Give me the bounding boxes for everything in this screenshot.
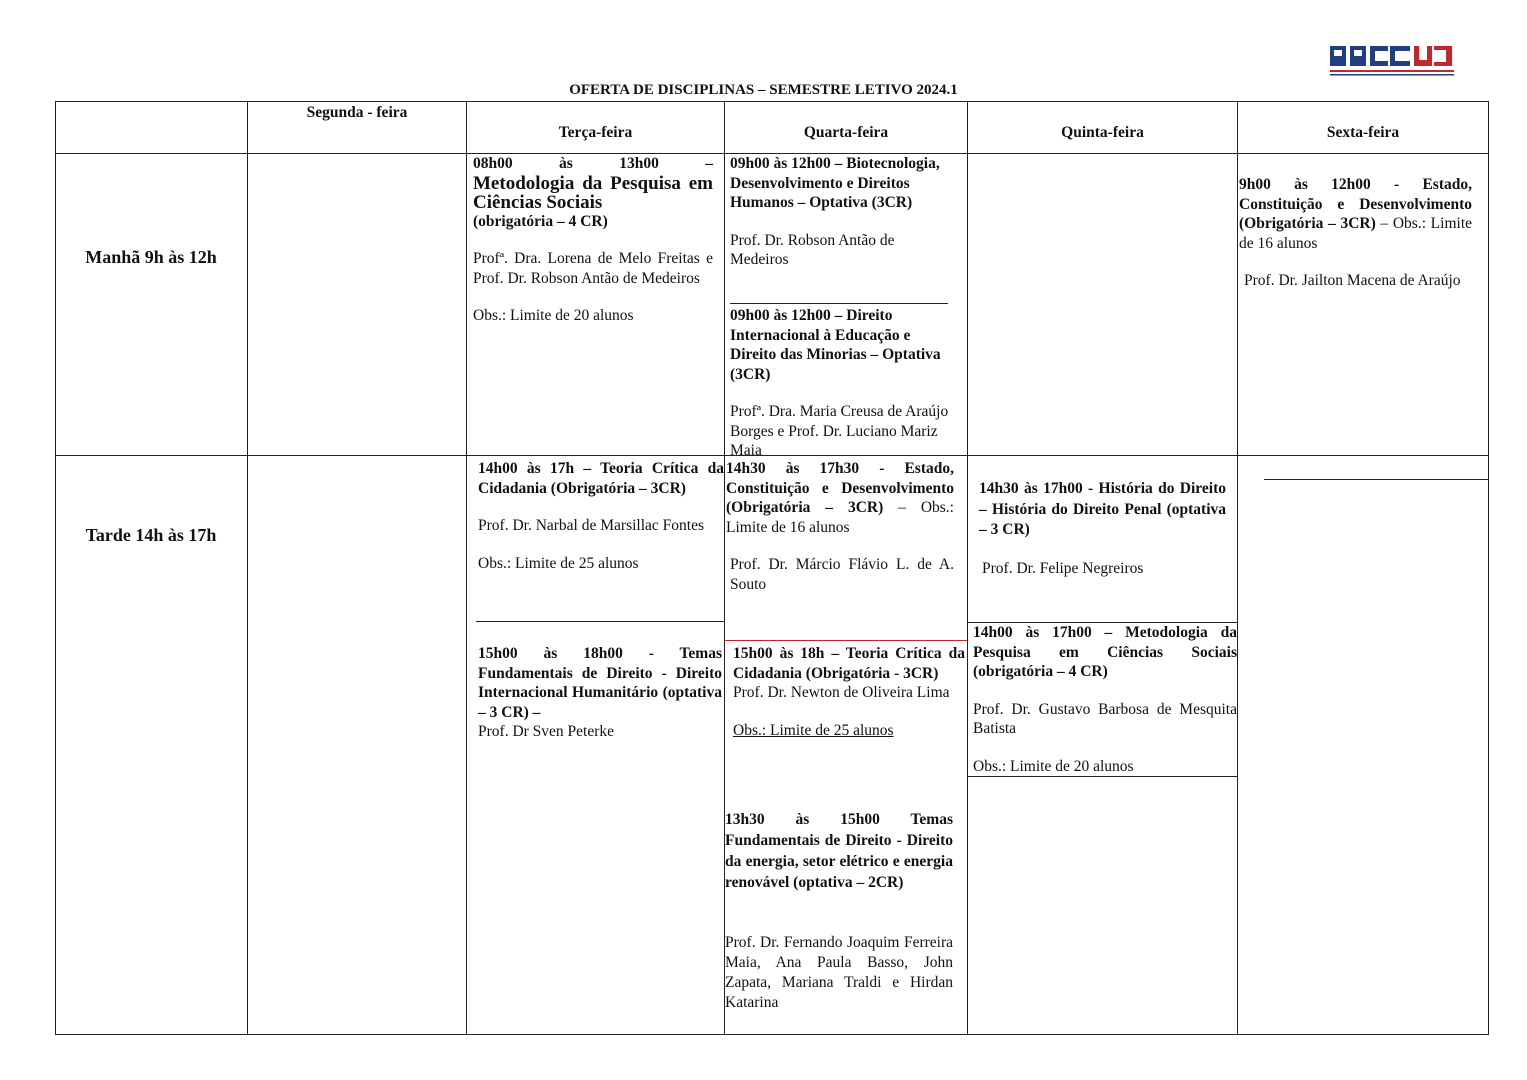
course-block — [725, 809, 953, 1013]
course-block — [730, 306, 952, 461]
course-type: (obrigatória – 4 CR) — [473, 212, 608, 230]
course-obs: – Obs.: Limite de 16 alunos — [1239, 215, 1473, 252]
course-block — [478, 459, 724, 573]
course-obs: Obs.: Limite de 25 alunos — [733, 721, 894, 739]
course-professor: Profª. Dra. Maria Creusa de Araújo Borges e Prof. Dr. Luciano Mariz Maia — [730, 403, 949, 459]
course-title: 15h00 às 18h – Teoria Crítica da Cidadania (Obrigatória - 3CR) — [733, 645, 965, 682]
course-professor: Prof. Dr. Jailton Macena de Araújo — [1244, 272, 1461, 289]
course-title: 9h00 às 12h00 - Estado, Constituição e Desenvolvimento (Obrigatória – 3CR) — [1239, 176, 1472, 232]
course-title: 15h00 às 18h00 - Temas Fundamentais de Direito - Direito Internacional Humanitário (optativa – 3 CR) – — [478, 645, 722, 721]
course-block — [726, 459, 954, 594]
course-obs: Obs.: Limite de 20 alunos — [473, 307, 634, 324]
course-obs: – Obs.: Limite de 16 alunos — [726, 499, 954, 536]
course-block — [1239, 175, 1472, 291]
course-title: Metodologia da Pesquisa em Ciências Sociais — [473, 172, 713, 213]
header-monday: Segunda - feira — [306, 104, 408, 121]
course-block — [973, 623, 1237, 776]
course-block — [733, 644, 965, 740]
course-block — [478, 644, 722, 742]
course-professor: Prof. Dr. Newton de Oliveira Lima — [733, 684, 950, 701]
course-title: 14h00 às 17h00 – Metodologia da Pesquisa em Ciências Sociais (obrigatória – 4 CR) — [973, 624, 1237, 680]
course-professor: Prof. Dr Sven Peterke — [478, 723, 615, 740]
course-block — [979, 479, 1226, 579]
course-time: 08h00 às 13h00 – — [473, 155, 713, 172]
course-professor: Prof. Dr. Narbal de Marsillac Fontes — [478, 517, 704, 534]
header-friday: Sexta-feira — [1326, 124, 1400, 141]
row-label-afternoon: Tarde 14h às 17h — [85, 525, 217, 545]
course-professor: Prof. Dr. Felipe Negreiros — [982, 559, 1144, 577]
course-professor: Prof. Dr. Márcio Flávio L. de A. Souto — [730, 556, 954, 593]
course-title: 14h00 às 17h – Teoria Crítica da Cidadania (Obrigatória – 3CR) — [478, 460, 724, 497]
course-obs: Obs.: Limite de 20 alunos — [973, 757, 1134, 775]
course-block — [473, 154, 713, 326]
course-professor: Prof. Dr. Gustavo Barbosa de Mesquita Batista — [973, 700, 1237, 737]
header-wednesday: Quarta-feira — [803, 124, 889, 141]
course-professor: Prof. Dr. Robson Antão de Medeiros — [730, 231, 895, 268]
header-tuesday: Terça-feira — [558, 124, 633, 141]
course-title: 09h00 às 12h00 – Biotecnologia, Desenvolvimento e Direitos Humanos – Optativa (3CR) — [730, 155, 940, 211]
row-label-morning: Manhã 9h às 12h — [85, 247, 217, 267]
course-title: 13h30 às 15h00 Temas Fundamentais de Direito - Direito da energia, setor elétrico e energia renovável (optativa – 2CR) — [725, 811, 953, 891]
course-professor: Prof. Dr. Fernando Joaquim Ferreira Maia, Ana Paula Basso, John Zapata, Mariana Traldi e Hirdan Katarina — [725, 934, 953, 1011]
header-thursday: Quinta-feira — [1061, 124, 1144, 141]
course-title: 14h30 às 17h30 - Estado, Constituição e Desenvolvimento (Obrigatória – 3CR) — [726, 460, 954, 516]
course-block — [730, 154, 950, 270]
page-title: OFERTA DE DISCIPLINAS – SEMESTRE LETIVO 2024.1 — [569, 82, 958, 98]
course-title: 14h30 às 17h00 - História do Direito – História do Direito Penal (optativa – 3 CR) — [979, 480, 1226, 538]
course-obs: Obs.: Limite de 25 alunos — [478, 554, 639, 572]
course-professor: Profª. Dra. Lorena de Melo Freitas e Prof. Dr. Robson Antão de Medeiros — [473, 250, 713, 287]
course-title: 09h00 às 12h00 – Direito Internacional à Educação e Direito das Minorias – Optativa (3CR) — [730, 307, 941, 383]
